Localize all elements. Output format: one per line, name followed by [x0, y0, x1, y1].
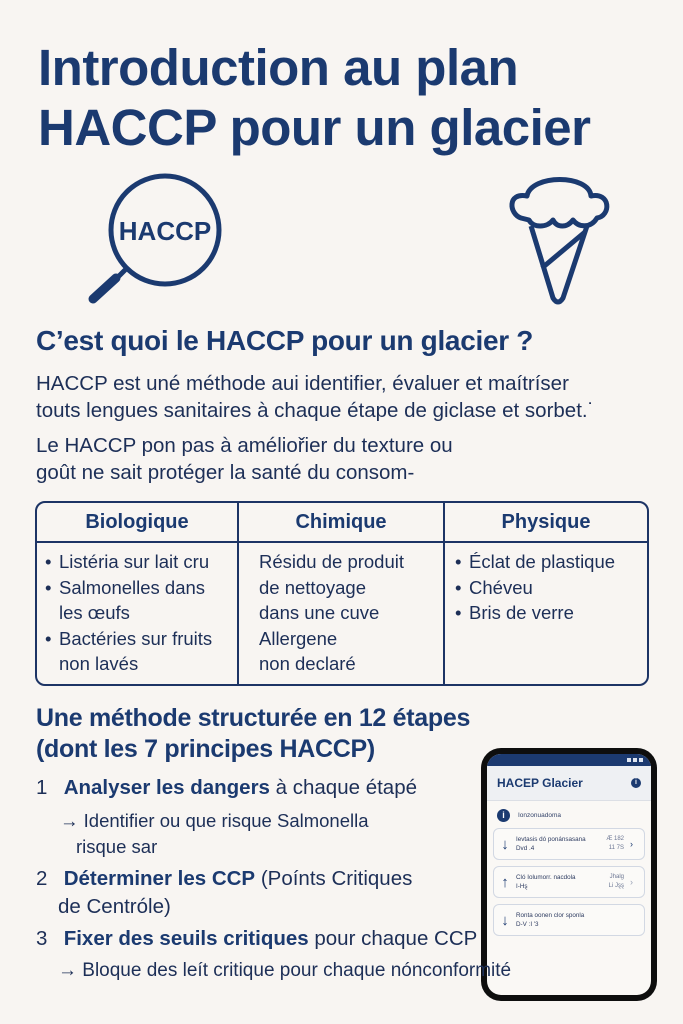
item-text: non declaré [259, 653, 356, 674]
step-text: (Poínts Critiques [255, 867, 413, 890]
page-title [38, 38, 678, 158]
column-header: Physique [445, 503, 647, 543]
step-number: 2 [36, 867, 48, 890]
section-heading-method [36, 703, 470, 765]
step-3 [36, 925, 477, 953]
card-subtitle: I-Hȿ [516, 883, 528, 890]
item-text: non lavés [59, 653, 139, 674]
item-text: les œufs [59, 602, 130, 623]
haccp-icon-label: HACCP [118, 216, 212, 246]
ice-cream-cone-icon [505, 170, 615, 310]
battery-icon [639, 758, 643, 762]
step-2 [36, 865, 412, 893]
step-1-detail [60, 808, 369, 860]
list-card[interactable] [493, 828, 645, 860]
column-physique [445, 503, 647, 684]
list-item [455, 600, 641, 626]
arrow-up-icon: ↑ [501, 873, 509, 891]
notice-text: Ionzonuadoma [518, 812, 562, 819]
step-2-line-2: de Centróle) [58, 895, 171, 918]
step-text: à chaque étapé [269, 776, 417, 799]
card-meta: Jhalg [609, 874, 624, 880]
column-chimique [239, 503, 445, 684]
phone-screen [487, 754, 651, 995]
item-text: de nettoyage [259, 576, 366, 598]
item-text: Salmonelles dans [59, 576, 206, 598]
card-meta: Æ 182 [606, 836, 624, 842]
paragraph-line: touts lengues sanitaires à chaque étape de giclase et sorbet.˙ [36, 399, 595, 422]
detail-line: risque sar [76, 836, 158, 857]
card-meta: 11 7S [608, 845, 624, 851]
arrow-down-icon: ↓ [501, 911, 509, 929]
title-line-2: HACCP pour un glacier [38, 99, 591, 156]
title-line-1: Introduction au plan [38, 39, 519, 96]
magnifying-glass-icon [80, 170, 240, 310]
signal-icon [633, 758, 637, 762]
item-text: Résidu de produit [259, 551, 405, 572]
bullet-icon: • [455, 551, 462, 572]
column-body [445, 543, 647, 626]
step-text: pour chaque CCP [308, 927, 478, 950]
paragraph-line: HACCP est uné méthode aui identifier, évaluer et maítríser [36, 372, 569, 395]
app-header [487, 766, 651, 801]
info-icon[interactable]: i [631, 778, 641, 788]
list-item [45, 575, 231, 626]
list-card[interactable] [493, 866, 645, 898]
bullet-icon: • [45, 627, 52, 649]
step-3-detail: → Bloque des leít critique pour chaque nónconformité [58, 960, 512, 981]
bullet-icon: • [45, 551, 52, 572]
heading-line: (dont les 7 principes HACCP) [36, 735, 375, 763]
step-number: 1 [36, 776, 48, 799]
column-header: Biologique [37, 503, 237, 543]
bullet-icon: • [455, 576, 462, 598]
item-text: Bris de verre [469, 602, 574, 623]
bullet-icon: • [45, 576, 52, 598]
item-text: Chéveu [469, 576, 533, 598]
item-text: Éclat de plastique [469, 551, 616, 572]
item-text: Listéria sur lait cru [59, 551, 210, 572]
paragraph-line: Le HACCP pon pas à améliořier du texture ou [36, 434, 453, 457]
step-title: Analyser les dangers [63, 776, 270, 799]
hazards-table [35, 501, 649, 686]
list-card[interactable] [493, 904, 645, 936]
item-text: dans une cuve [259, 602, 380, 623]
item-text: Allergene [259, 627, 338, 649]
heading-line: Une méthode structurée en 12 étapes [36, 704, 471, 732]
step-number: 3 [36, 927, 48, 950]
notice-row [487, 801, 651, 828]
card-meta: Li Jȿȿ [608, 883, 624, 889]
bullet-icon: • [455, 602, 462, 623]
list-item [455, 575, 641, 601]
list-item [45, 549, 231, 575]
step-title: Déterminer les CCP [63, 867, 256, 890]
intro-paragraph-2 [36, 432, 453, 486]
status-bar [487, 754, 651, 766]
list-item [455, 549, 641, 575]
arrow-down-icon: ↓ [501, 835, 509, 853]
detail-line: → Identifier ou que risque Salmonella [60, 810, 369, 831]
card-title: Cló Iolumorr. nacdola [516, 874, 576, 881]
card-subtitle: D-V :I '3 [516, 921, 539, 928]
info-badge-icon: i [497, 809, 510, 822]
card-subtitle: Dvd .4 [516, 845, 535, 852]
column-header: Chimique [239, 503, 443, 543]
paragraph-line: goût ne sait protéger la santé du consom- [36, 461, 415, 484]
card-title: Ronta oonen clor sponla [516, 912, 585, 919]
wifi-icon [627, 758, 631, 762]
column-body [239, 543, 443, 677]
column-body [37, 543, 237, 677]
column-biologique [37, 503, 239, 684]
step-title: Fixer des seuils critiques [63, 927, 309, 950]
app-title: HACEP Glacier [497, 776, 583, 790]
chevron-right-icon: › [630, 877, 633, 887]
intro-paragraph-1 [36, 370, 594, 424]
step-1 [36, 774, 417, 802]
item-text: Bactéries sur fruits [59, 627, 213, 649]
section-heading-intro: C’est quoi le HACCP pour un glacier ? [36, 325, 534, 356]
list-item [45, 626, 231, 677]
chevron-right-icon: › [630, 839, 633, 849]
card-title: Ievtasis dó ponánsasana [516, 836, 586, 843]
